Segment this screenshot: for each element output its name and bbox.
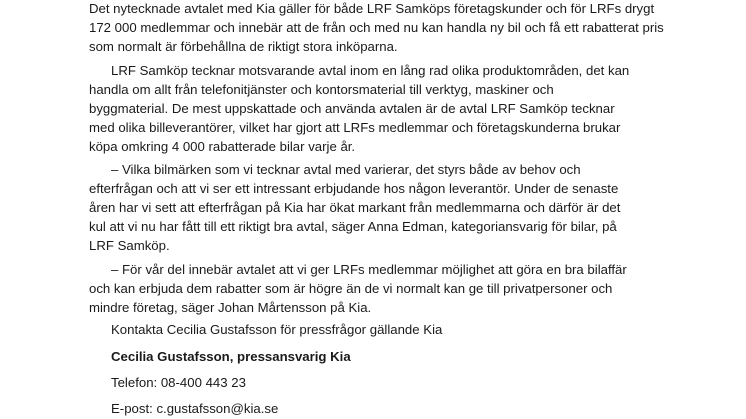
text-line: LRF Samköp. — [89, 238, 170, 253]
text-line: kul att vi nu har fått till ett riktigt bra avtal, säger Anna Edman, kategoriansvarig för bilar, på — [89, 219, 617, 234]
text-line: handla om allt från telefonitjänster och kontorsmaterial till verktyg, maskiner och — [89, 82, 554, 97]
text-line: – För vår del innebär avtalet att vi ger LRFs medlemmar möjlighet att göra en bra bilaffär — [111, 262, 627, 277]
contact-name: Cecilia Gustafsson, pressansvarig Kia — [111, 349, 351, 364]
text-line: och kan erbjuda dem rabatter som är högre än de vi normalt kan ge till privatpersoner och — [89, 281, 613, 296]
text-line: åren har vi sett att efterfrågan på Kia har ökat markant från medlemmarna och därför är det — [89, 200, 621, 215]
contact-phone: Telefon: 08-400 443 23 — [111, 375, 246, 390]
text-line: Det nytecknade avtalet med Kia gäller för både LRF Samköps företagskunder och för LRFs drygt — [89, 1, 655, 16]
paragraph-quote-anna-edman — [89, 160, 689, 255]
text-line: 172 000 medlemmar och innebär att de från och med nu kan handla ny bil och få ett rabatterat pris — [89, 20, 664, 35]
text-line: – Vilka bilmärken som vi tecknar avtal med varierar, det styrs både av behov och — [111, 162, 581, 177]
contact-intro: Kontakta Cecilia Gustafsson för pressfrågor gällande Kia — [111, 322, 443, 337]
text-line: byggmaterial. De mest uppskattade och använda avtalen är de avtal LRF Samköp tecknar — [89, 101, 615, 116]
text-line: med olika billeverantörer, vilket har gjort att LRFs medlemmar och företagskunderna brukar — [89, 120, 621, 135]
text-line: efterfrågan och att vi ser ett intressant erbjudande hos någon leverantör. Under de senaste — [89, 181, 619, 196]
paragraph-quote-johan-martensson — [89, 260, 689, 317]
contact-email: E-post: c.gustafsson@kia.se — [111, 401, 279, 416]
text-line: som normalt är förbehållna de riktigt stora inköparna. — [89, 39, 398, 54]
text-line: köpa omkring 4 000 rabatterade bilar varje år. — [89, 139, 356, 154]
text-line: mindre företag, säger Johan Mårtensson på Kia. — [89, 300, 372, 315]
text-line: LRF Samköp tecknar motsvarande avtal inom en lång rad olika produktområden, det kan — [111, 63, 630, 78]
paragraph-intro — [89, 0, 689, 56]
paragraph-samkop-agreements — [89, 61, 689, 156]
